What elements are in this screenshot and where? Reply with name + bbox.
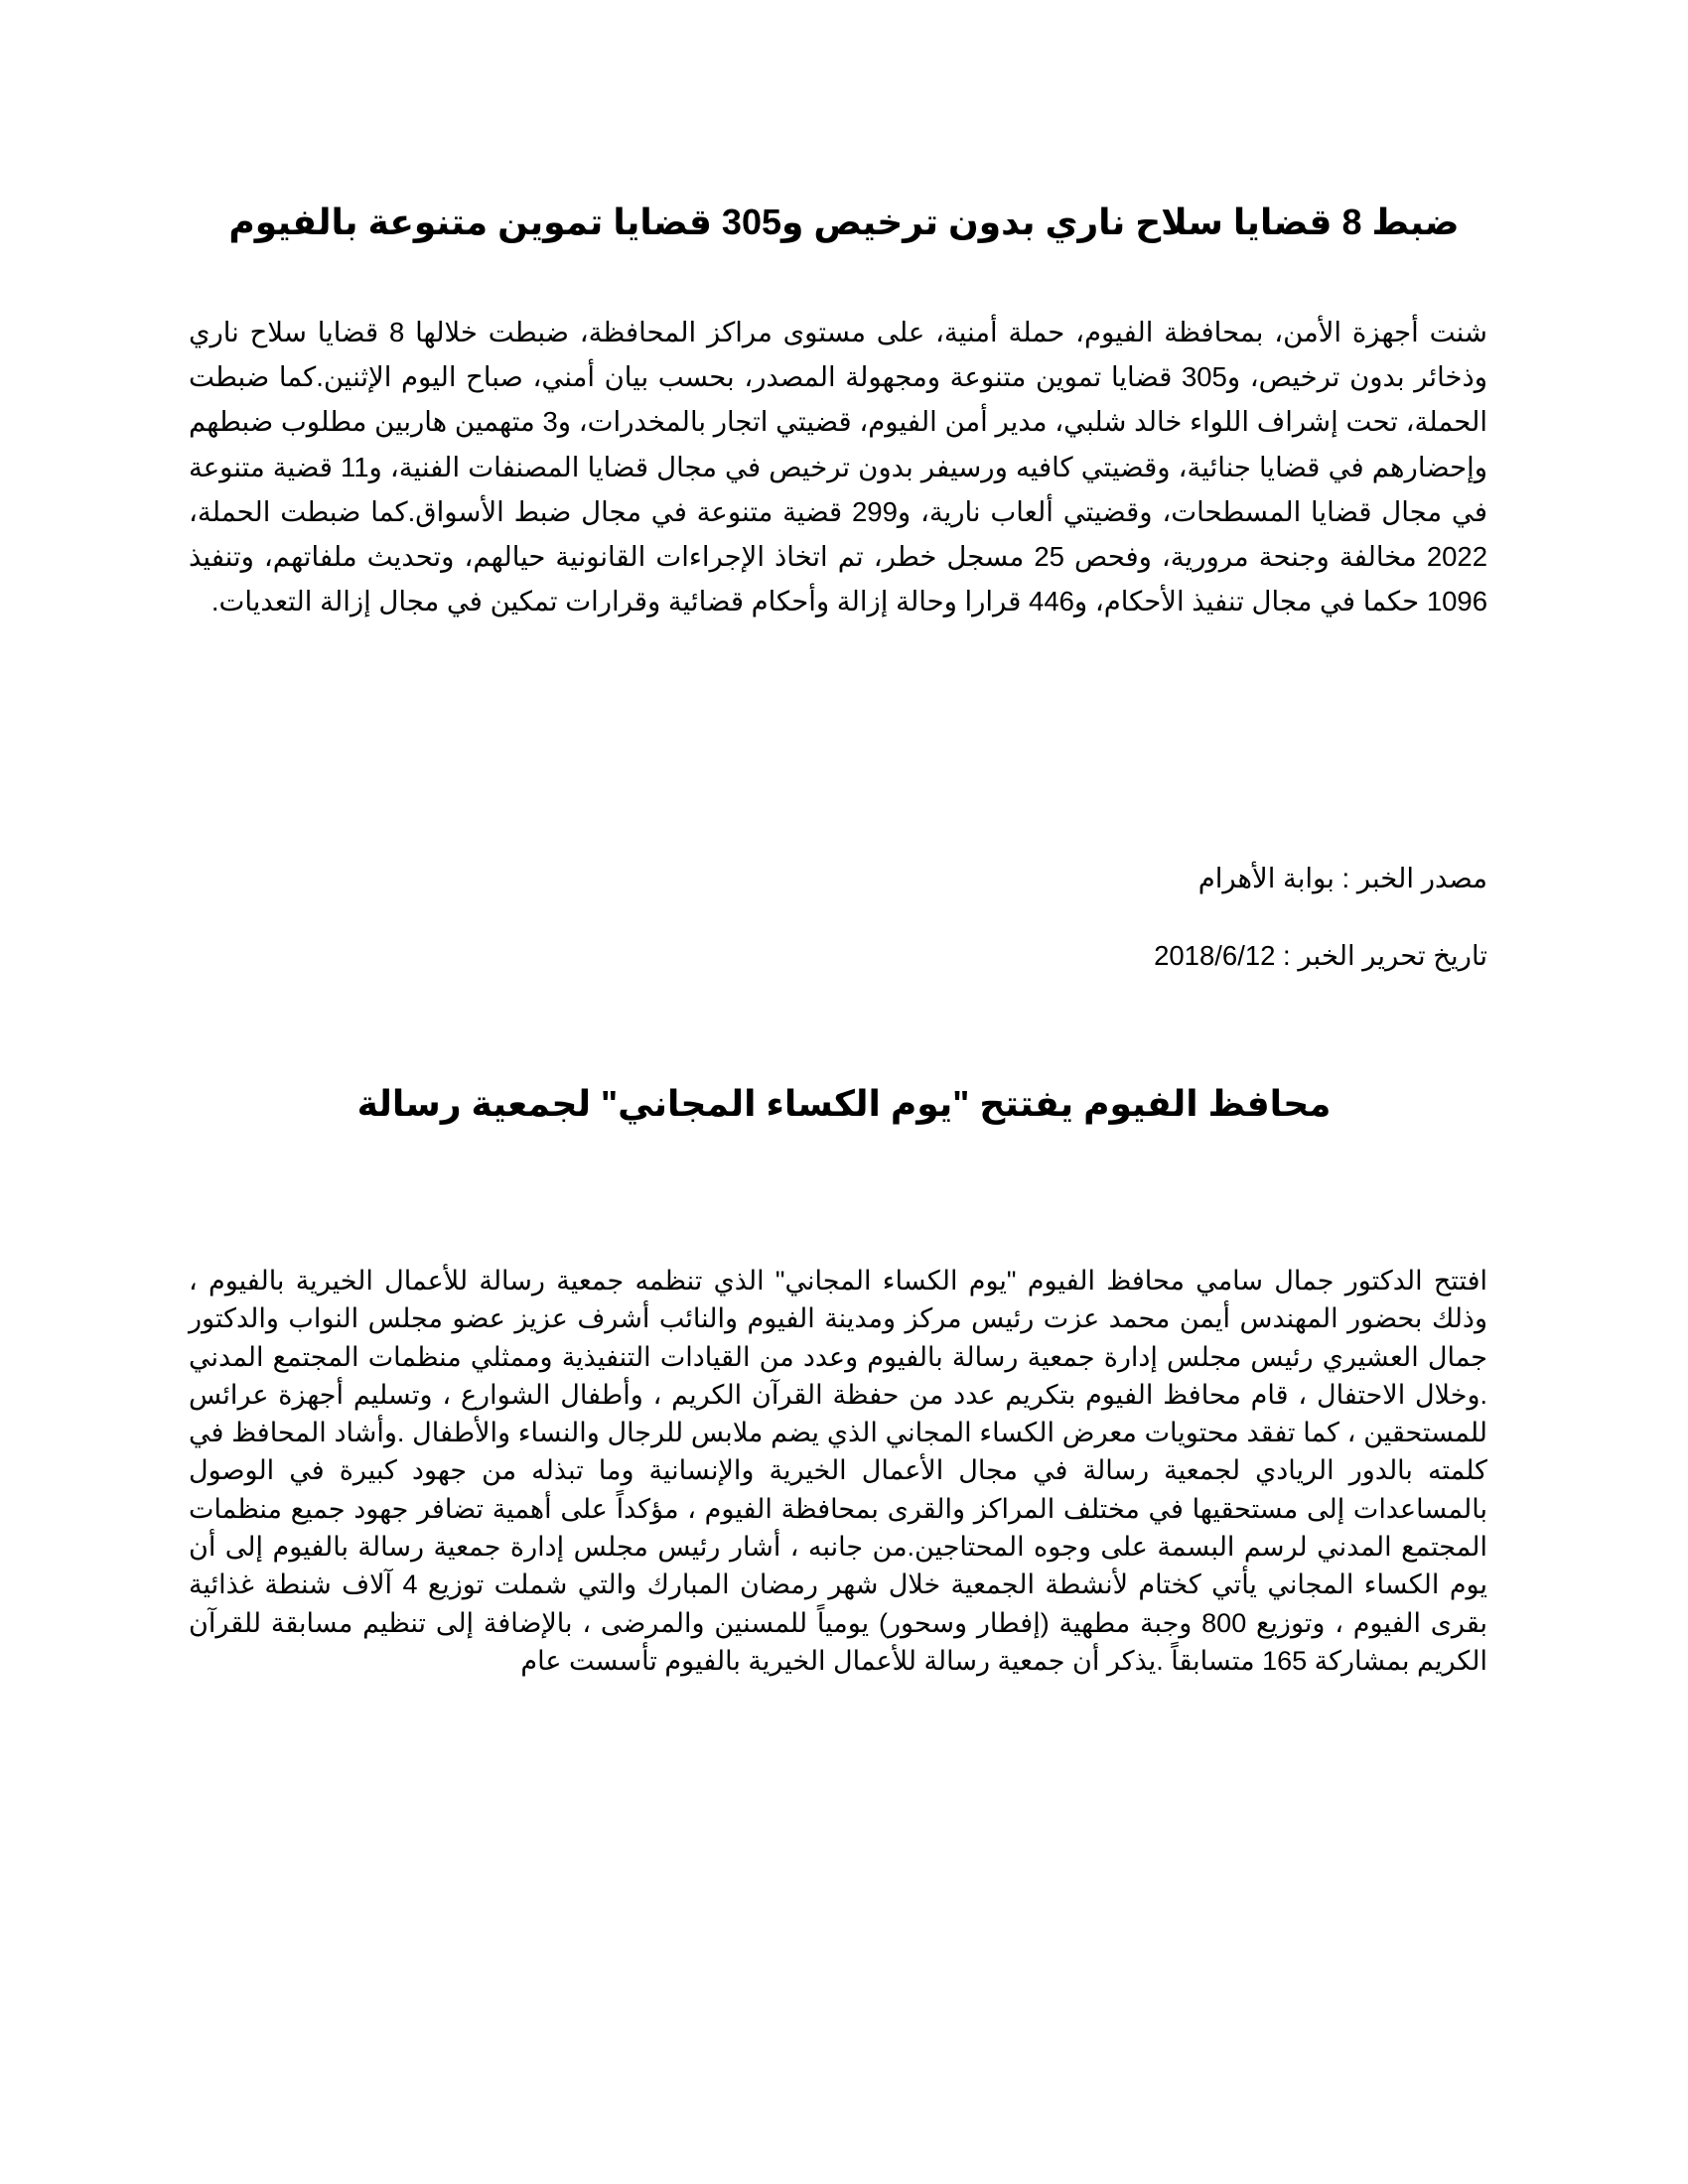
article-1-date-line: تاريخ تحرير الخبر : 2018/6/12 — [1154, 940, 1487, 971]
article-2-headline: محافظ الفيوم يفتتح "يوم الكساء المجاني" لجمعية رسالة — [356, 1083, 1332, 1124]
article-2-body: افتتح الدكتور جمال سامي محافظ الفيوم "يوم الكساء المجاني" الذي تنظمه جمعية رسالة للأعمال الخيرية بالفيوم ، وذلك بحضور المهندس أيمن محمد عزت رئيس مركز ومدينة الفيوم والنائب أشرف عزيز عضو مجلس النواب والدكتور جمال العشيري رئيس مجلس إدارة جمعية رسالة بالفيوم وعدد من القيادات التنفيذية وممثلي منظمات المجتمع المدني .وخلال الاحتفال ، قام محافظ الفيوم بتكريم عدد من حفظة القرآن الكريم ، وأطفال الشوارع ، وتسليم أجهزة عرائس للمستحقين ، كما تفقد محتويات معرض الكساء المجاني الذي يضم ملابس للرجال والنساء والأطفال .وأشاد المحافظ في كلمته بالدور الريادي لجمعية رسالة في مجال الأعمال الخيرية والإنسانية وما تبذله من جهود كبيرة في الوصول بالمساعدات إلى مستحقيها في مختلف المراكز والقرى بمحافظة الفيوم ، مؤكداً على أهمية تضافر جهود جميع منظمات المجتمع المدني لرسم البسمة على وجوه المحتاجين.من جانبه ، أشار رئيس مجلس إدارة جمعية رسالة بالفيوم إلى أن يوم الكساء المجاني يأتي كختام لأنشطة الجمعية خلال شهر رمضان المبارك والتي شملت توزيع 4 آلاف شنطة غذائية بقرى الفيوم ، وتوزيع 800 وجبة مطهية (إفطار وسحور) يومياً للمسنين والمرضى ، بالإضافة إلى تنظيم مسابقة للقرآن الكريم بمشاركة 165 متسابقاً .يذكر أن جمعية رسالة للأعمال الخيرية بالفيوم تأسست عام — [189, 1266, 1487, 1676]
article-1-source-line: مصدر الخبر : بوابة الأهرام — [1197, 863, 1487, 893]
article-1-body: شنت أجهزة الأمن، بمحافظة الفيوم، حملة أمنية، على مستوى مراكز المحافظة، ضبطت خلالها 8 قضايا سلاح ناري وذخائر بدون ترخيص، و305 قضايا تموين متنوعة ومجهولة المصدر، بحسب بيان أمني، صباح اليوم الإثنين.كما ضبطت الحملة، تحت إشراف اللواء خالد شلبي، مدير أمن الفيوم، قضيتي اتجار بالمخدرات، و3 متهمين هاربين مطلوب ضبطهم وإحضارهم في قضايا جنائية، وقضيتي كافيه ورسيفر بدون ترخيص في مجال قضايا المصنفات الفنية، و11 قضية متنوعة في مجال قضايا المسطحات، وقضيتي ألعاب نارية، و299 قضية متنوعة في مجال ضبط الأسواق.كما ضبطت الحملة، 2022 مخالفة وجنحة مرورية، وفحص 25 مسجل خطر، تم اتخاذ الإجراءات القانونية حيالهم، وتحديث ملفاتهم، وتنفيذ 1096 حكما في مجال تنفيذ الأحكام، و446 قرارا وحالة إزالة وأحكام قضائية وقرارات تمكين في مجال إزالة التعديات. — [189, 317, 1487, 617]
article-1-headline: ضبط 8 قضايا سلاح ناري بدون ترخيص و305 قضايا تموين متنوعة بالفيوم — [228, 202, 1460, 242]
